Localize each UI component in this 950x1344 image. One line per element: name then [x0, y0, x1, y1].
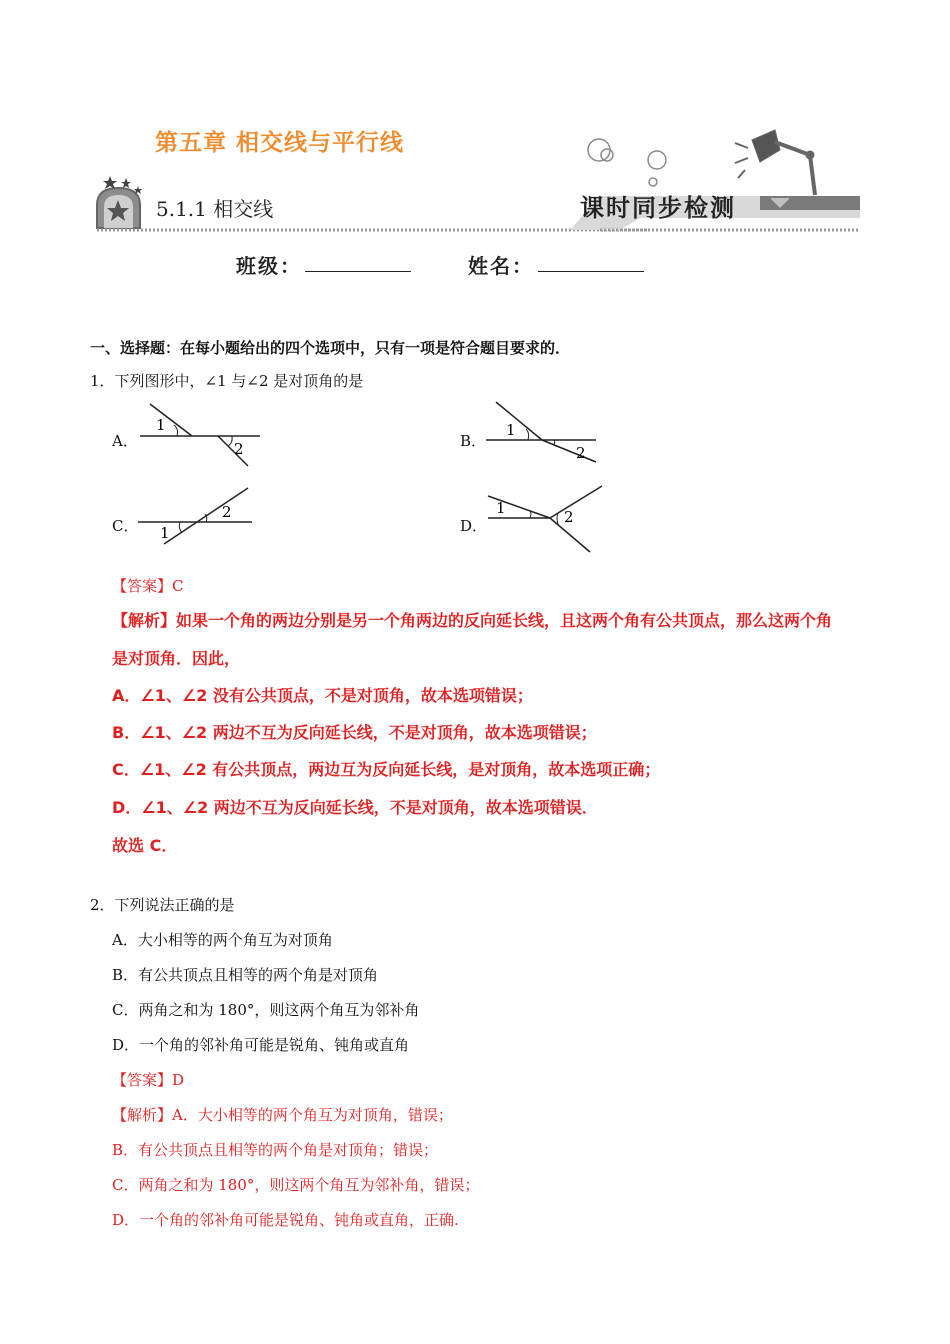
q1-analysis-line2: 是对顶角．因此， [112, 649, 241, 668]
q1-option-d-label: D． [460, 517, 488, 535]
name-input-line[interactable] [538, 251, 644, 272]
q1-reason-b: B．∠1、∠2 两边不互为反向延长线，不是对顶角，故本选项错误； [112, 723, 597, 742]
q1-option-c-label: C． [112, 517, 139, 535]
angle-1-label: 1 [496, 499, 506, 517]
section-title: 5.1.1 相交线 [156, 197, 274, 221]
angle-2-label: 2 [564, 508, 574, 526]
q1-figure-c [130, 482, 270, 552]
header-banner [0, 0, 950, 240]
q2-option-c: C．两角之和为 180°，则这两个角互为邻补角 [112, 1001, 420, 1019]
q1-stem: 1．下列图形中，∠1 与∠2 是对顶角的是 [90, 372, 364, 390]
q1-option-a-label: A． [112, 432, 138, 450]
angle-2-label: 2 [234, 440, 244, 458]
bubbles-icon [588, 139, 666, 186]
section-heading: 一、选择题：在每小题给出的四个选项中，只有一项是符合题目要求的． [90, 339, 571, 357]
q1-answer: 【答案】C [112, 577, 184, 595]
q2-analysis-b: B．有公共顶点且相等的两个角是对顶角；错误； [112, 1141, 439, 1159]
q2-stem: 2．下列说法正确的是 [90, 896, 235, 914]
chapter-title: 第五章 相交线与平行线 [155, 130, 405, 156]
q2-analysis-c: C．两角之和为 180°，则这两个角互为邻补角，错误； [112, 1176, 480, 1194]
header-decoration [0, 0, 950, 240]
q2-option-b: B．有公共顶点且相等的两个角是对顶角 [112, 966, 379, 984]
q1-analysis-tag: 【解析】 [112, 611, 177, 630]
desk-lamp-icon [735, 130, 815, 195]
q1-figure-a [130, 398, 270, 473]
q1-option-b-label: B． [460, 432, 487, 450]
q2-option-a: A．大小相等的两个角互为对顶角 [112, 931, 333, 949]
q1-analysis-line1 [112, 608, 832, 631]
angle-2-label: 2 [576, 444, 586, 462]
q1-figure-d [480, 482, 610, 557]
q1-reason-c: C．∠1、∠2 有公共顶点，两边互为反向延长线，是对顶角，故本选项正确； [112, 760, 661, 779]
name-label: 姓名： [468, 254, 534, 278]
q2-option-d: D．一个角的邻补角可能是锐角、钝角或直角 [112, 1036, 410, 1054]
q2-analysis-d: D．一个角的邻补角可能是锐角、钝角或直角，正确. [112, 1211, 459, 1229]
angle-1-label: 1 [506, 421, 516, 439]
q2-answer: 【答案】D [112, 1071, 185, 1089]
banner-title: 课时同步检测 [580, 193, 736, 222]
q1-reason-d: D．∠1、∠2 两边不互为反向延长线，不是对顶角，故本选项错误． [112, 798, 598, 817]
angle-1-label: 1 [160, 524, 170, 542]
q1-analysis-text1: 如果一个角的两边分别是另一个角两边的反向延长线，且这两个角有公共顶点，那么这两个角 [176, 611, 833, 630]
star-badge-icon [97, 176, 142, 228]
q1-figure-b [480, 398, 610, 468]
q1-reason-a: A．∠1、∠2 没有公共顶点，不是对顶角，故本选项错误； [112, 686, 533, 705]
q1-conclusion: 故选 C． [112, 836, 178, 855]
class-label: 班级： [236, 254, 302, 278]
class-input-line[interactable] [305, 251, 411, 272]
q2-analysis-a: 【解析】A．大小相等的两个角互为对顶角，错误； [112, 1106, 453, 1124]
angle-2-label: 2 [222, 503, 232, 521]
angle-1-label: 1 [156, 416, 166, 434]
